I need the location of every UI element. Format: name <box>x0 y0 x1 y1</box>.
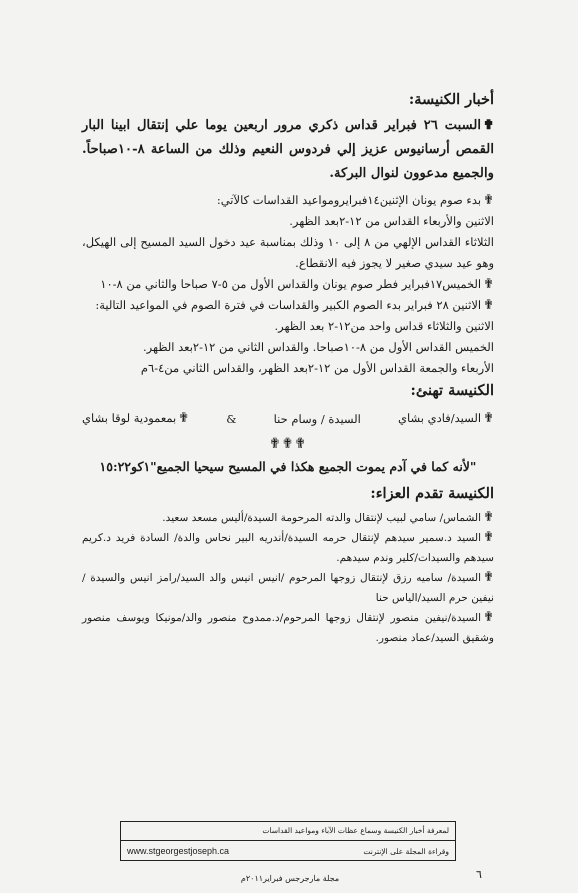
triple-cross-divider: ✟✟✟ <box>268 436 308 452</box>
info-box-line-2 <box>121 841 455 861</box>
info-box-note: وقراءة المجلة على الإنترنت <box>363 846 449 856</box>
info-box-line-1: لمعرفة أخبار الكنيسة وسماع عظات الآباء ومواعيد القداسات <box>121 822 455 841</box>
congrats-row <box>82 407 494 430</box>
cross-icon: ✟ <box>483 411 494 426</box>
cross-icon: ✟ <box>483 530 494 545</box>
cross-icon: ✟ <box>483 277 494 292</box>
cross-icon: ✟ <box>483 193 494 208</box>
cross-icon: ✟ <box>483 510 494 525</box>
section-heading-congrats: الكنيسة تهنئ: <box>410 382 494 399</box>
lent-thursday: الخميس القداس الأول من ٨-١٠صباحا. والقداس الثاني من ١٢-٢بعد الظهر. <box>143 340 494 354</box>
ampersand: & <box>226 411 237 426</box>
congrats-item-1: ✟السيد/فادي بشاي <box>398 411 494 426</box>
info-box <box>120 821 456 861</box>
cross-icon: ✟ <box>483 610 494 625</box>
bible-quote: "لأنه كما في آدم يموت الجميع هكذا في المسيح سيحيا الجميع"١كو١٥:٢٢ <box>99 459 477 474</box>
cross-icon: ✟ <box>483 118 494 133</box>
great-lent-line: ✟الاثنين ٢٨ فبراير بدء الصوم الكبير والقداسات في فترة الصوم في المواعيد التالية: <box>95 298 494 313</box>
page-content <box>82 88 494 648</box>
section-heading-condolences: الكنيسة تقدم العزاء: <box>370 485 494 502</box>
fast-start-line: ✟بدء صوم يونان الإثنين١٤فبرايرومواعيد القداسات كالآتي: <box>216 193 494 208</box>
condolence-2: ✟السيد د.سمير سيدهم لإنتقال حرمه السيدة/أندريه البير نحاس والدة/ السادة فريد د.كريم سيدهم والسيدات/كلير وندم سيدهم. <box>82 530 494 564</box>
congrats-item-3: ✟بمعمودية لوقا بشاي <box>82 411 190 426</box>
cross-icon: ✟ <box>483 298 494 313</box>
fast-mon-wed: الاثنين والأربعاء القداس من ١٢-٢بعد الظهر. <box>289 214 494 228</box>
website-link[interactable]: www.stgeorgestjoseph.ca <box>127 846 230 856</box>
lent-wed-fri: الأربعاء والجمعة القداس الأول من ١٢-٢بعد الظهر، والقداس الثاني من٤-٦م <box>140 361 494 375</box>
page-number: ٦ <box>476 868 482 881</box>
congrats-item-2: السيدة / وسام حنا <box>273 411 361 426</box>
condolence-3: ✟السيدة/ ساميه رزق لإنتقال زوجها المرحوم /انيس انيس والد السيد/رامز انيس والسيدة /نيفين حرم السيد/الياس حنا <box>82 570 494 604</box>
condolence-4: ✟السيدة/نيفين منصور لإنتقال زوجها المرحوم/د.ممدوح منصور والد/مونيكا ويوسف منصور وشقيق السيد/عماد منصور. <box>82 610 494 644</box>
lent-mon-tue: الاثنين والثلاثاء قداس واحد من١٢-٢ بعد الظهر. <box>274 319 494 333</box>
cross-icon: ✟ <box>178 411 190 426</box>
section-heading-news: أخبار الكنيسة: <box>408 91 494 108</box>
fast-tuesday: الثلاثاء القداس الإلهي من ٨ إلى ١٠ وذلك بمناسبة عيد دخول السيد المسيح إلى الهيكل، وهو عيد سيدي صغير لا يجوز فيه الانقطاع. <box>82 235 494 270</box>
fast-thursday: ✟الخميس١٧فبراير فطر صوم يونان والقداس الأول من ٥-٧ صباحا والثاني من ٨-١٠ <box>100 277 494 292</box>
announcement-memorial: ✟السبت ٢٦ فبراير قداس ذكري مرور اربعين يوما علي إنتقال ابينا البار القمص أرسانيوس عزيز إلي فردوس النعيم وذلك من الساعة ٨-١٠صباحاً. والجميع مدعوون لنوال البركة. <box>82 118 494 181</box>
magazine-footer: مجلة مارجرجس فبراير٢٠١١م <box>240 874 340 883</box>
cross-icon: ✟ <box>483 570 494 585</box>
condolence-1: ✟الشماس/ سامي لبيب لإنتقال والدته المرحومة السيدة/أليس مسعد سعيد. <box>162 510 494 525</box>
